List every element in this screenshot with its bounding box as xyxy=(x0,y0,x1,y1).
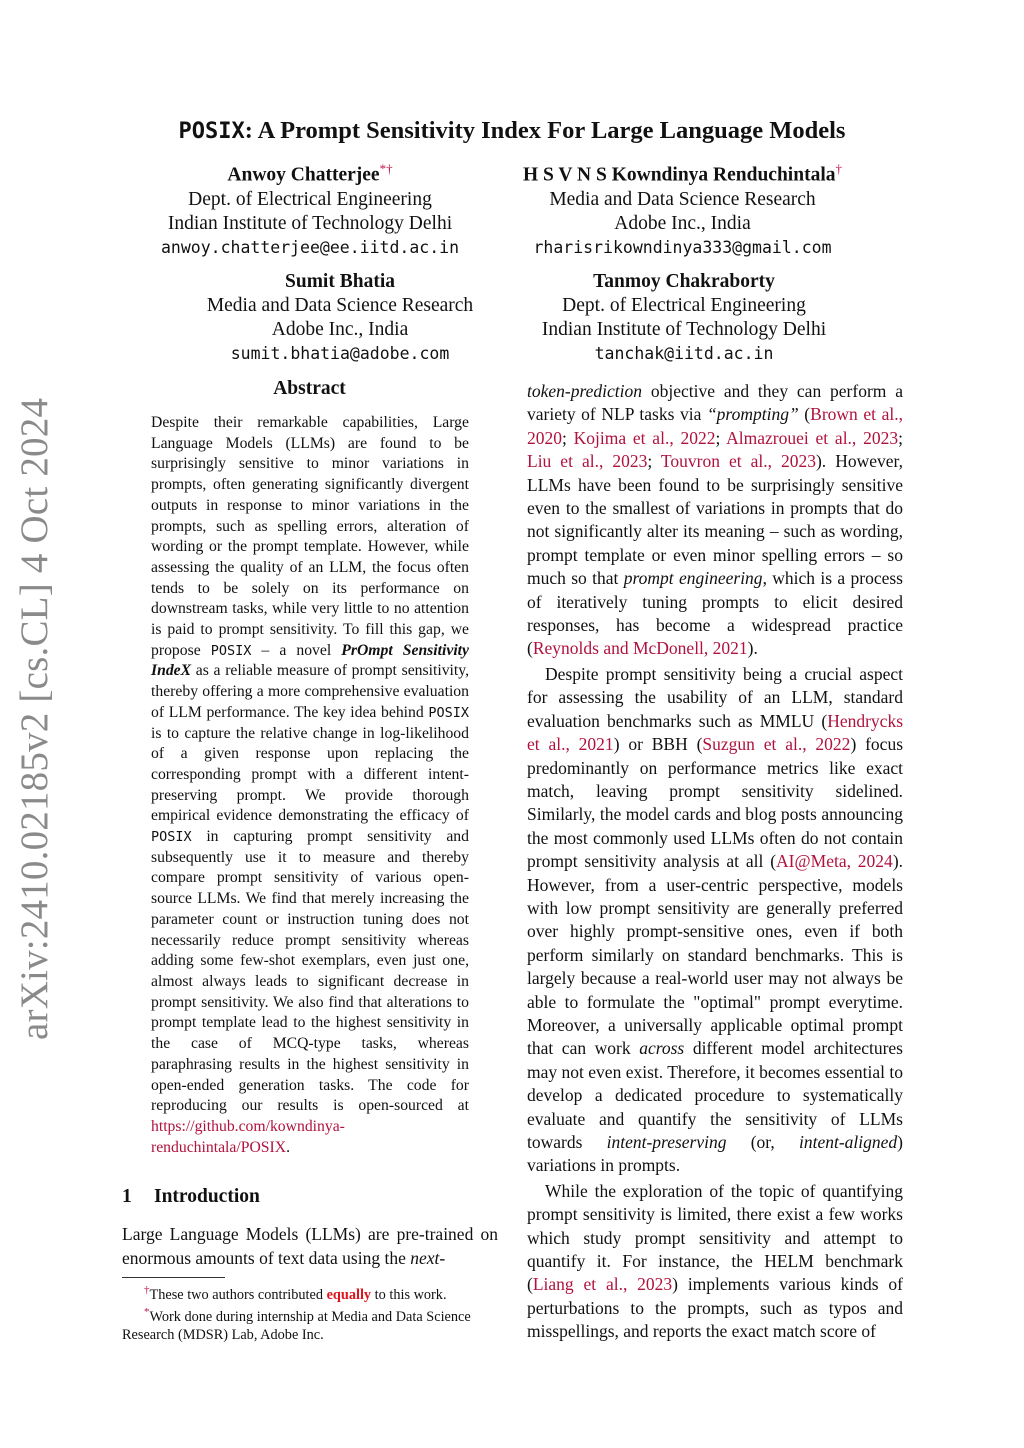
text: ) variations in prompts. xyxy=(527,1132,903,1176)
footnotes xyxy=(122,1282,498,1344)
footnote-2 xyxy=(122,1304,498,1344)
author-name: Sumit Bhatia xyxy=(285,271,395,292)
abstract-text: in capturing prompt sensitivity and subsequently use it to measure and thereby compare prompt sensitivity of various open-source LLMs. We find that merely increasing the parameter count or instruction tuning does not necessarily reduce prompt sensitivity whereas adding some few-shot exemplars, even just one, almost always leads to significant decrease in prompt sensitivity. We also find that alterations to prompt template lead to the highest sensitivity in the case of MCQ-type tasks, whereas paraphrasing results in the highest sensitivity in open-ended generation tasks. The code for reproducing our results is open-sourced at xyxy=(151,828,469,1115)
right-column xyxy=(527,380,903,1344)
paragraph xyxy=(527,663,903,1178)
author-affiliation: Adobe Inc., India xyxy=(614,212,751,234)
author-affiliation: Dept. of Electrical Engineering xyxy=(188,188,432,210)
arxiv-identifier: arXiv:2410.02185v2 [cs.CL] 4 Oct 2024 xyxy=(13,397,56,1040)
footnote-text: These two authors contributed xyxy=(149,1286,327,1303)
text-em: “prompting” xyxy=(706,404,799,425)
citation-link[interactable]: Suzgun et al., 2022 xyxy=(702,734,851,755)
posix-term: POSIX xyxy=(151,829,192,846)
citation-link[interactable]: Liang et al., 2023 xyxy=(532,1274,673,1295)
paragraph xyxy=(527,1180,903,1344)
citation-link[interactable]: Reynolds and McDonell, 2021 xyxy=(532,638,748,659)
author-name: Anwoy Chatterjee xyxy=(227,164,380,186)
author-email[interactable]: anwoy.chatterjee@ee.iitd.ac.in xyxy=(160,237,459,257)
paper-title xyxy=(0,117,1024,145)
abstract-text: is to capture the relative change in log-likelihood of a given response upon replacing the corresponding prompt with a different intent-preserving prompt. We provide thorough empirical evidence demonstrating the efficacy of xyxy=(151,724,469,825)
intro-text: Large Language Models (LLMs) are pre-trained on enormous amounts of text data using the xyxy=(122,1224,498,1268)
author-block-1 xyxy=(120,157,500,260)
author-affiliation: Indian Institute of Technology Delhi xyxy=(541,319,827,340)
abstract-text: . xyxy=(286,1138,290,1156)
text: , which is a process of iteratively tuning prompts to elicit desired responses, has become a widespread practice ( xyxy=(527,568,903,659)
footnote-mark: * xyxy=(144,1306,150,1319)
posix-term: POSIX xyxy=(428,704,469,721)
title-acronym: POSIX xyxy=(178,119,245,144)
text-em: intent-preserving xyxy=(606,1132,727,1152)
author-email[interactable]: rharisrikowndinya333@gmail.com xyxy=(533,237,832,257)
section-heading-introduction xyxy=(122,1186,260,1208)
citation-link[interactable]: Hendrycks et al., 2021 xyxy=(527,710,903,755)
citation-link[interactable]: AI@Meta, 2024 xyxy=(776,851,893,872)
author-block-3 xyxy=(150,270,530,366)
section-number: 1 xyxy=(122,1186,132,1207)
code-repo-link[interactable]: https://github.com/kowndinya-renduchintala/POSIX xyxy=(151,1117,345,1156)
text: ). However, LLMs have been found to be surprisingly sensitive even to the smallest of variations in prompts that do not significantly alter its meaning – such as wording, prompt template or even minor spelling errors – so much so that xyxy=(527,451,904,589)
text: ). However, from a user-centric perspective, models with low prompt sensitivity are generally preferred over highly prompt-sensitive ones, even if both perform similarly on standard benchmarks. This is largely because a real-world user may not always be able to formulate the "optimal" prompt everytime. Moreover, a universally applicable optimal prompt that can work xyxy=(527,851,904,1059)
text: While the exploration of the topic of quantifying prompt sensitivity is limited, there exist a few works which study prompt sensitivity and attempt to quantify it. For instance, the HELM benchmark ( xyxy=(527,1180,903,1295)
text-em: token-prediction xyxy=(527,381,643,401)
author-block-2 xyxy=(490,157,875,260)
posix-expansion: PrOmpt Sensitivity IndeX xyxy=(151,641,469,680)
citation-link[interactable]: Liu et al., 2023 xyxy=(527,451,648,472)
posix-term: POSIX xyxy=(210,642,252,659)
footnote-1 xyxy=(122,1282,498,1304)
author-mark: *† xyxy=(379,161,393,176)
text: Despite prompt sensitivity being a crucial aspect for assessing the usability of an LLM, standard evaluation benchmarks such as MMLU ( xyxy=(527,663,903,731)
text: ( xyxy=(798,404,811,425)
footnote-rule xyxy=(122,1277,225,1278)
abstract-text: Despite their remarkable capabilities, Large Language Models (LLMs) are found to be surprisingly sensitive to minor variations in prompts, often generating significantly divergent outputs in response to minor variations in the prompts, such as spelling errors, alteration of wording or the prompt template. However, while assessing the quality of an LLM, the focus often tends to be solely on its performance on downstream tasks, while very little to no attention is paid to prompt sensitivity. To fill this gap, we propose xyxy=(151,414,469,659)
citation-link[interactable]: Brown et al., 2020 xyxy=(527,404,903,448)
abstract-heading: Abstract xyxy=(273,378,346,399)
author-email[interactable]: sumit.bhatia@adobe.com xyxy=(230,344,450,363)
author-affiliation: Adobe Inc., India xyxy=(271,319,409,340)
author-affiliation: Dept. of Electrical Engineering xyxy=(562,295,806,316)
text: ) or BBH ( xyxy=(613,734,703,755)
footnote-text: to this work. xyxy=(371,1286,447,1303)
text: different model architectures may not even exist. Therefore, it becomes essential to develop a dedicated procedure to systematically evaluate and quantify the sensitivity of LLMs towards xyxy=(527,1038,903,1152)
footnote-text: Work done during internship at Media and Data Science Research (MDSR) Lab, Adobe Inc. xyxy=(122,1309,471,1343)
title-text: : A Prompt Sensitivity Index For Large Language Models xyxy=(244,117,846,144)
citation-link[interactable]: Kojima et al., 2022 xyxy=(573,427,716,448)
intro-paragraph xyxy=(122,1223,498,1270)
text: (or, xyxy=(726,1132,799,1152)
citation-link[interactable]: Touvron et al., 2023 xyxy=(660,451,816,472)
author-affiliation: Media and Data Science Research xyxy=(206,295,474,316)
abstract-text: – a novel xyxy=(251,641,342,659)
author-mark: † xyxy=(835,161,842,176)
author-affiliation: Indian Institute of Technology Delhi xyxy=(167,212,453,234)
text-em: across xyxy=(639,1038,685,1059)
abstract-body xyxy=(151,413,469,1158)
author-name: H S V N S Kowndinya Renduchintala xyxy=(523,164,836,186)
intro-text-em: next- xyxy=(410,1247,446,1268)
section-title: Introduction xyxy=(154,1186,260,1207)
text: ). xyxy=(747,638,758,659)
author-email[interactable]: tanchak@iitd.ac.in xyxy=(594,344,774,363)
author-name: Tanmoy Chakraborty xyxy=(593,271,775,292)
text: ) focus predominantly on performance metrics like exact match, leaving prompt sensitivity sidelined. Similarly, the model cards and blog posts announcing the most commonly used LLMs often do not contain prompt sensitivity analysis at all ( xyxy=(527,734,904,872)
text: objective and they can perform a variety of NLP tasks via xyxy=(527,381,903,425)
abstract-text: as a reliable measure of prompt sensitivity, thereby offering a more comprehensive evaluation of LLM performance. The key idea behind xyxy=(151,662,469,721)
footnote-emphasis: equally xyxy=(326,1286,372,1303)
text-em: intent-aligned xyxy=(798,1132,898,1152)
paragraph: token-prediction objective and they can perform a variety of NLP tasks via “prompting” (Brown et al., 2020; Kojima et al., 2022; Almazrouei et al., 2023; Liu et al., 2023; Touvron et al., 2023). However, LLMs have been found to be surprisingly sensitive even to the smallest of variations in prompts that do not significantly alter its meaning – such as wording, prompt template or even minor spelling errors – so much so that prompt engineering, which is a process of iteratively tuning prompts to elicit desired responses, has become a widespread practice (Reynolds and McDonell, 2021). xyxy=(527,381,904,659)
author-block-4 xyxy=(494,270,874,366)
text: ) implements various kinds of perturbations to the prompts, such as typos and misspellings, and reports the exact match score of xyxy=(527,1274,903,1342)
footnote-mark: † xyxy=(144,1284,150,1296)
text-em: prompt engineering xyxy=(623,568,763,589)
author-affiliation: Media and Data Science Research xyxy=(549,188,816,210)
citation-link[interactable]: Almazrouei et al., 2023 xyxy=(726,427,899,448)
